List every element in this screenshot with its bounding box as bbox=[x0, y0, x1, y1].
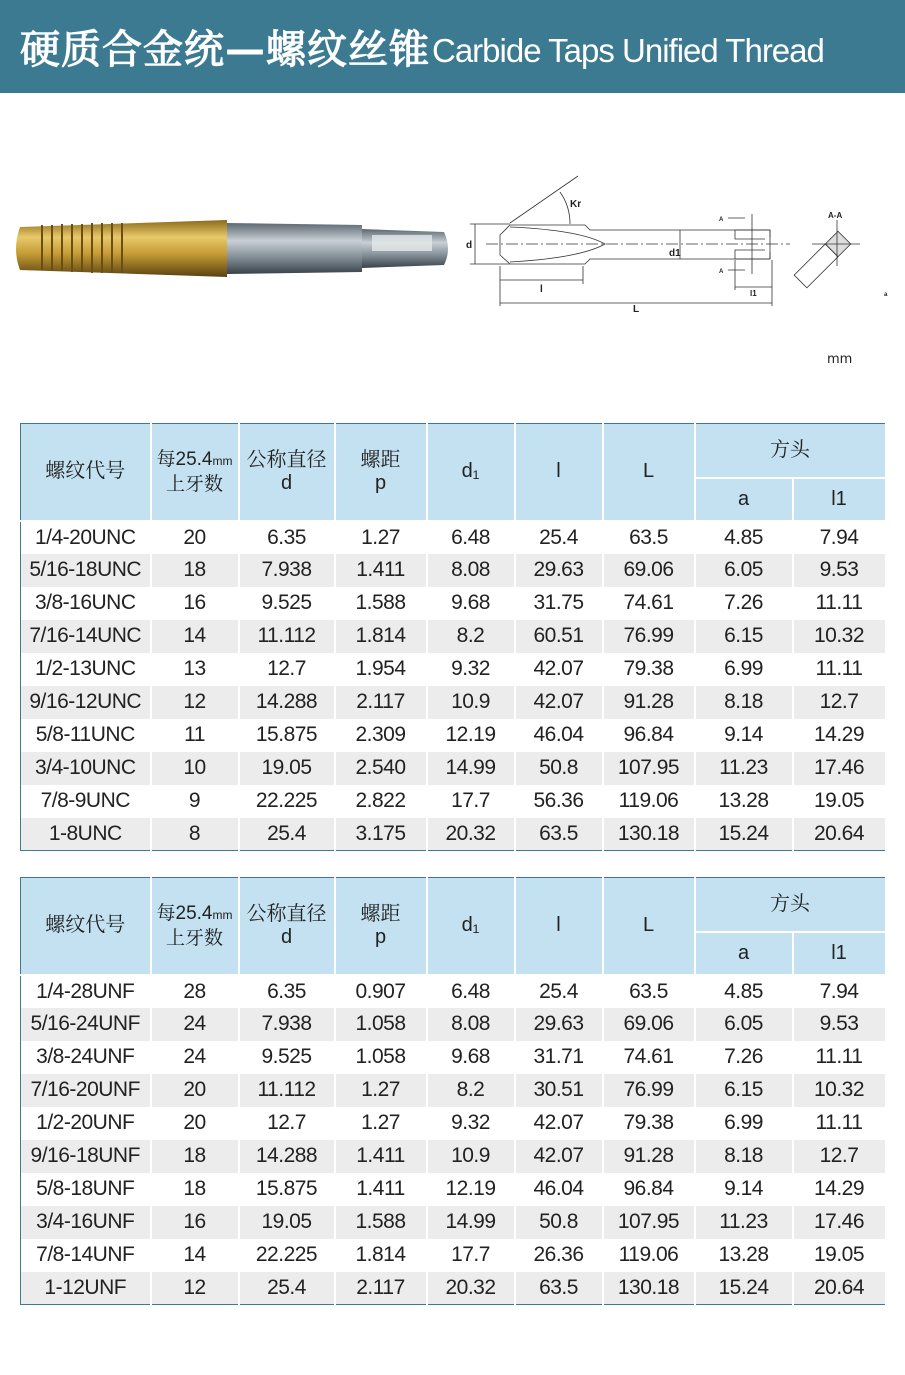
table-cell: 10.9 bbox=[427, 686, 515, 719]
table-cell: 130.18 bbox=[603, 1272, 695, 1305]
table-cell: 1.058 bbox=[335, 1008, 427, 1041]
tap-product-image bbox=[12, 205, 452, 290]
col-label: d bbox=[280, 925, 293, 948]
table-cell: 9 bbox=[151, 785, 239, 818]
table-cell: 9.53 bbox=[793, 1008, 886, 1041]
unf-spec-table bbox=[20, 877, 887, 1305]
table-cell: 12 bbox=[151, 686, 239, 719]
L-label: L bbox=[633, 304, 640, 315]
table-cell: 42.07 bbox=[515, 1140, 603, 1173]
table-cell: 107.95 bbox=[603, 752, 695, 785]
table-cell: 91.28 bbox=[603, 686, 695, 719]
table-cell: 6.99 bbox=[695, 1107, 793, 1140]
table-cell: 10.32 bbox=[793, 620, 886, 653]
table-cell: 7.938 bbox=[239, 554, 335, 587]
table-cell: 31.75 bbox=[515, 587, 603, 620]
table-cell: 8.08 bbox=[427, 554, 515, 587]
table-cell: 20 bbox=[151, 521, 239, 554]
table-cell: 1.411 bbox=[335, 1173, 427, 1206]
table-cell: 31.71 bbox=[515, 1041, 603, 1074]
table-row bbox=[21, 653, 886, 686]
table-cell: 1.27 bbox=[335, 1107, 427, 1140]
table-cell: 17.46 bbox=[793, 752, 886, 785]
section-mark-bottom: A bbox=[719, 269, 724, 275]
table-row bbox=[21, 1206, 886, 1239]
table-cell: 12 bbox=[151, 1272, 239, 1305]
table-row bbox=[21, 554, 886, 587]
table-cell: 14.288 bbox=[239, 686, 335, 719]
table-cell: 11.112 bbox=[239, 1074, 335, 1107]
table-cell: 8.2 bbox=[427, 620, 515, 653]
table-cell: 6.48 bbox=[427, 521, 515, 554]
table-cell: 96.84 bbox=[603, 1173, 695, 1206]
table-cell: 25.4 bbox=[515, 975, 603, 1008]
table-cell: 1.27 bbox=[335, 1074, 427, 1107]
table-cell: 14 bbox=[151, 1239, 239, 1272]
table-cell: 15.24 bbox=[695, 818, 793, 851]
col-L: L bbox=[603, 878, 695, 975]
table-cell: 22.225 bbox=[239, 785, 335, 818]
table-cell: 25.4 bbox=[515, 521, 603, 554]
table-cell: 3/4-16UNF bbox=[21, 1206, 151, 1239]
table-cell: 5/16-24UNF bbox=[21, 1008, 151, 1041]
table-cell: 42.07 bbox=[515, 1107, 603, 1140]
table-cell: 24 bbox=[151, 1041, 239, 1074]
table-row bbox=[21, 1140, 886, 1173]
col-label: 公称直径 bbox=[246, 902, 327, 925]
table-cell: 9.68 bbox=[427, 587, 515, 620]
table-cell: 2.117 bbox=[335, 686, 427, 719]
col-label: 每25.4 bbox=[156, 448, 213, 470]
table-cell: 14.99 bbox=[427, 752, 515, 785]
table-cell: 9.32 bbox=[427, 653, 515, 686]
table-cell: 20.32 bbox=[427, 1272, 515, 1305]
table-cell: 11 bbox=[151, 719, 239, 752]
col-label: 螺距 bbox=[360, 448, 401, 471]
table-cell: 8 bbox=[151, 818, 239, 851]
table-cell: 26.36 bbox=[515, 1239, 603, 1272]
table-cell: 9.53 bbox=[793, 554, 886, 587]
table-cell: 11.11 bbox=[793, 587, 886, 620]
table-cell: 10.9 bbox=[427, 1140, 515, 1173]
table-cell: 10 bbox=[151, 752, 239, 785]
table-cell: 6.35 bbox=[239, 521, 335, 554]
table-cell: 5/8-11UNC bbox=[21, 719, 151, 752]
table-cell: 9/16-18UNF bbox=[21, 1140, 151, 1173]
table-cell: 15.24 bbox=[695, 1272, 793, 1305]
table-cell: 1.411 bbox=[335, 554, 427, 587]
col-label: 螺纹代号 bbox=[45, 460, 126, 483]
table-cell: 76.99 bbox=[603, 620, 695, 653]
col-l: l bbox=[515, 424, 603, 521]
d1-label: d1 bbox=[669, 248, 681, 259]
table-cell: 20 bbox=[151, 1074, 239, 1107]
col-nominal-diameter bbox=[239, 878, 335, 975]
table-row bbox=[21, 587, 886, 620]
col-label: 上牙数 bbox=[165, 927, 223, 949]
table-cell: 17.46 bbox=[793, 1206, 886, 1239]
col-label: 螺距 bbox=[360, 902, 401, 925]
table-cell: 9.68 bbox=[427, 1041, 515, 1074]
section-mark-top: A bbox=[719, 217, 724, 223]
table-cell: 25.4 bbox=[239, 1272, 335, 1305]
table-cell: 74.61 bbox=[603, 1041, 695, 1074]
table-cell: 6.15 bbox=[695, 1074, 793, 1107]
col-l: l bbox=[515, 878, 603, 975]
table-cell: 63.5 bbox=[515, 818, 603, 851]
table-cell: 0.907 bbox=[335, 975, 427, 1008]
col-thread-code bbox=[21, 424, 151, 521]
col-nominal-diameter bbox=[239, 424, 335, 521]
col-l1: l1 bbox=[793, 478, 886, 521]
table-cell: 46.04 bbox=[515, 719, 603, 752]
col-pitch bbox=[335, 424, 427, 521]
col-unit: mm bbox=[212, 907, 233, 922]
table-cell: 1.954 bbox=[335, 653, 427, 686]
title-chinese: 硬质合金统—螺纹丝锥 bbox=[20, 27, 430, 73]
table-cell: 9.32 bbox=[427, 1107, 515, 1140]
table-cell: 50.8 bbox=[515, 752, 603, 785]
table-cell: 7.26 bbox=[695, 1041, 793, 1074]
table-cell: 17.7 bbox=[427, 785, 515, 818]
col-a: a bbox=[695, 932, 793, 975]
a-label: a bbox=[884, 292, 888, 298]
table-cell: 20.64 bbox=[793, 818, 886, 851]
table-cell: 19.05 bbox=[239, 1206, 335, 1239]
table-cell: 13.28 bbox=[695, 785, 793, 818]
table-cell: 6.05 bbox=[695, 554, 793, 587]
col-tpi bbox=[151, 424, 239, 521]
table-cell: 12.19 bbox=[427, 719, 515, 752]
table-cell: 1/4-28UNF bbox=[21, 975, 151, 1008]
table-cell: 3/4-10UNC bbox=[21, 752, 151, 785]
table-cell: 13.28 bbox=[695, 1239, 793, 1272]
table-cell: 28 bbox=[151, 975, 239, 1008]
table-cell: 46.04 bbox=[515, 1173, 603, 1206]
col-label: 上牙数 bbox=[165, 473, 223, 495]
table-cell: 30.51 bbox=[515, 1074, 603, 1107]
table-cell: 5/8-18UNF bbox=[21, 1173, 151, 1206]
table-cell: 12.19 bbox=[427, 1173, 515, 1206]
title-english: Carbide Taps Unified Thread bbox=[432, 31, 824, 69]
table-cell: 50.8 bbox=[515, 1206, 603, 1239]
unc-spec-table bbox=[20, 423, 887, 851]
table-cell: 7.938 bbox=[239, 1008, 335, 1041]
table-cell: 29.63 bbox=[515, 554, 603, 587]
table-cell: 76.99 bbox=[603, 1074, 695, 1107]
table-cell: 7/16-20UNF bbox=[21, 1074, 151, 1107]
col-label: p bbox=[374, 925, 387, 948]
table-cell: 18 bbox=[151, 1173, 239, 1206]
col-label: 螺纹代号 bbox=[45, 914, 126, 937]
table-cell: 12.7 bbox=[793, 1140, 886, 1173]
table-cell: 2.309 bbox=[335, 719, 427, 752]
table-cell: 18 bbox=[151, 1140, 239, 1173]
col-d1: d₁ bbox=[427, 424, 515, 521]
table-cell: 11.23 bbox=[695, 1206, 793, 1239]
table-cell: 19.05 bbox=[793, 1239, 886, 1272]
table-cell: 1-12UNF bbox=[21, 1272, 151, 1305]
col-square-head: 方头 bbox=[695, 424, 886, 478]
table-cell: 9.525 bbox=[239, 587, 335, 620]
table-cell: 7.94 bbox=[793, 521, 886, 554]
kr-label: Kr bbox=[570, 199, 582, 210]
table-cell: 7.26 bbox=[695, 587, 793, 620]
table-row bbox=[21, 752, 886, 785]
table-cell: 91.28 bbox=[603, 1140, 695, 1173]
table-cell: 14.99 bbox=[427, 1206, 515, 1239]
table-cell: 9/16-12UNC bbox=[21, 686, 151, 719]
table-cell: 8.2 bbox=[427, 1074, 515, 1107]
table-cell: 2.822 bbox=[335, 785, 427, 818]
table-cell: 12.7 bbox=[239, 1107, 335, 1140]
col-unit: mm bbox=[212, 453, 233, 468]
table-row bbox=[21, 975, 886, 1008]
table-cell: 2.540 bbox=[335, 752, 427, 785]
col-label: p bbox=[374, 471, 387, 494]
table-cell: 17.7 bbox=[427, 1239, 515, 1272]
table-row bbox=[21, 1074, 886, 1107]
col-label: 每25.4 bbox=[156, 902, 213, 924]
table-cell: 119.06 bbox=[603, 785, 695, 818]
table-row bbox=[21, 1008, 886, 1041]
table-cell: 7/16-14UNC bbox=[21, 620, 151, 653]
table-row bbox=[21, 686, 886, 719]
table-cell: 11.11 bbox=[793, 653, 886, 686]
table-row bbox=[21, 1107, 886, 1140]
table-cell: 1/2-20UNF bbox=[21, 1107, 151, 1140]
table-cell: 20.64 bbox=[793, 1272, 886, 1305]
table-cell: 4.85 bbox=[695, 975, 793, 1008]
d-label: d bbox=[466, 240, 473, 251]
table-cell: 96.84 bbox=[603, 719, 695, 752]
table-cell: 4.85 bbox=[695, 521, 793, 554]
table-row bbox=[21, 620, 886, 653]
table-cell: 1.814 bbox=[335, 1239, 427, 1272]
table-cell: 63.5 bbox=[603, 975, 695, 1008]
tap-technical-drawing bbox=[460, 170, 900, 370]
col-label: d bbox=[280, 471, 293, 494]
table-cell: 7/8-14UNF bbox=[21, 1239, 151, 1272]
table-cell: 11.11 bbox=[793, 1041, 886, 1074]
table-cell: 8.08 bbox=[427, 1008, 515, 1041]
table-cell: 63.5 bbox=[515, 1272, 603, 1305]
table-cell: 5/16-18UNC bbox=[21, 554, 151, 587]
col-pitch bbox=[335, 878, 427, 975]
table-cell: 19.05 bbox=[239, 752, 335, 785]
table-cell: 11.23 bbox=[695, 752, 793, 785]
table-cell: 119.06 bbox=[603, 1239, 695, 1272]
table-cell: 9.525 bbox=[239, 1041, 335, 1074]
col-thread-code bbox=[21, 878, 151, 975]
col-square-head: 方头 bbox=[695, 878, 886, 932]
col-a: a bbox=[695, 478, 793, 521]
table-cell: 1/4-20UNC bbox=[21, 521, 151, 554]
table-cell: 20.32 bbox=[427, 818, 515, 851]
table-cell: 8.18 bbox=[695, 1140, 793, 1173]
table-row bbox=[21, 1041, 886, 1074]
table-cell: 22.225 bbox=[239, 1239, 335, 1272]
table-cell: 1.588 bbox=[335, 1206, 427, 1239]
table-row bbox=[21, 818, 886, 851]
table-cell: 18 bbox=[151, 554, 239, 587]
table-cell: 9.14 bbox=[695, 719, 793, 752]
table-cell: 56.36 bbox=[515, 785, 603, 818]
table-cell: 7/8-9UNC bbox=[21, 785, 151, 818]
table-cell: 3/8-24UNF bbox=[21, 1041, 151, 1074]
table-cell: 1.27 bbox=[335, 521, 427, 554]
table-cell: 79.38 bbox=[603, 1107, 695, 1140]
table-cell: 69.06 bbox=[603, 554, 695, 587]
table-row bbox=[21, 719, 886, 752]
table-row bbox=[21, 1173, 886, 1206]
table-row bbox=[21, 785, 886, 818]
table-cell: 12.7 bbox=[239, 653, 335, 686]
table-cell: 29.63 bbox=[515, 1008, 603, 1041]
table-cell: 69.06 bbox=[603, 1008, 695, 1041]
l1-label: l1 bbox=[750, 289, 757, 298]
table-cell: 74.61 bbox=[603, 587, 695, 620]
table-cell: 130.18 bbox=[603, 818, 695, 851]
table-row bbox=[21, 521, 886, 554]
table-cell: 6.48 bbox=[427, 975, 515, 1008]
col-tpi bbox=[151, 878, 239, 975]
table-cell: 6.35 bbox=[239, 975, 335, 1008]
col-L: L bbox=[603, 424, 695, 521]
table-cell: 14.29 bbox=[793, 1173, 886, 1206]
table-cell: 11.11 bbox=[793, 1107, 886, 1140]
table-cell: 1.588 bbox=[335, 587, 427, 620]
table-cell: 60.51 bbox=[515, 620, 603, 653]
table-cell: 1.058 bbox=[335, 1041, 427, 1074]
table-cell: 6.05 bbox=[695, 1008, 793, 1041]
table-cell: 3.175 bbox=[335, 818, 427, 851]
table-cell: 2.117 bbox=[335, 1272, 427, 1305]
table-row bbox=[21, 1272, 886, 1305]
table-cell: 12.7 bbox=[793, 686, 886, 719]
table-cell: 14.29 bbox=[793, 719, 886, 752]
table-cell: 9.14 bbox=[695, 1173, 793, 1206]
table-cell: 13 bbox=[151, 653, 239, 686]
table-cell: 20 bbox=[151, 1107, 239, 1140]
table-cell: 25.4 bbox=[239, 818, 335, 851]
table-cell: 14 bbox=[151, 620, 239, 653]
table-cell: 107.95 bbox=[603, 1206, 695, 1239]
table-cell: 10.32 bbox=[793, 1074, 886, 1107]
table-cell: 42.07 bbox=[515, 686, 603, 719]
table-cell: 1.411 bbox=[335, 1140, 427, 1173]
unit-label: mm bbox=[827, 352, 853, 367]
table-cell: 6.99 bbox=[695, 653, 793, 686]
table-cell: 16 bbox=[151, 587, 239, 620]
table-cell: 8.18 bbox=[695, 686, 793, 719]
table-row bbox=[21, 1239, 886, 1272]
title-banner bbox=[0, 0, 905, 93]
table-cell: 1-8UNC bbox=[21, 818, 151, 851]
col-l1: l1 bbox=[793, 932, 886, 975]
table-cell: 79.38 bbox=[603, 653, 695, 686]
table-cell: 1.814 bbox=[335, 620, 427, 653]
table-cell: 16 bbox=[151, 1206, 239, 1239]
table-cell: 15.875 bbox=[239, 1173, 335, 1206]
table-cell: 6.15 bbox=[695, 620, 793, 653]
table-cell: 11.112 bbox=[239, 620, 335, 653]
table-cell: 24 bbox=[151, 1008, 239, 1041]
l-label: l bbox=[540, 284, 543, 295]
col-d1: d₁ bbox=[427, 878, 515, 975]
table-cell: 19.05 bbox=[793, 785, 886, 818]
table-cell: 14.288 bbox=[239, 1140, 335, 1173]
table-cell: 7.94 bbox=[793, 975, 886, 1008]
table-cell: 1/2-13UNC bbox=[21, 653, 151, 686]
table-cell: 3/8-16UNC bbox=[21, 587, 151, 620]
col-label: 公称直径 bbox=[246, 448, 327, 471]
section-label: A-A bbox=[828, 211, 843, 220]
table-cell: 15.875 bbox=[239, 719, 335, 752]
table-cell: 42.07 bbox=[515, 653, 603, 686]
table-cell: 63.5 bbox=[603, 521, 695, 554]
